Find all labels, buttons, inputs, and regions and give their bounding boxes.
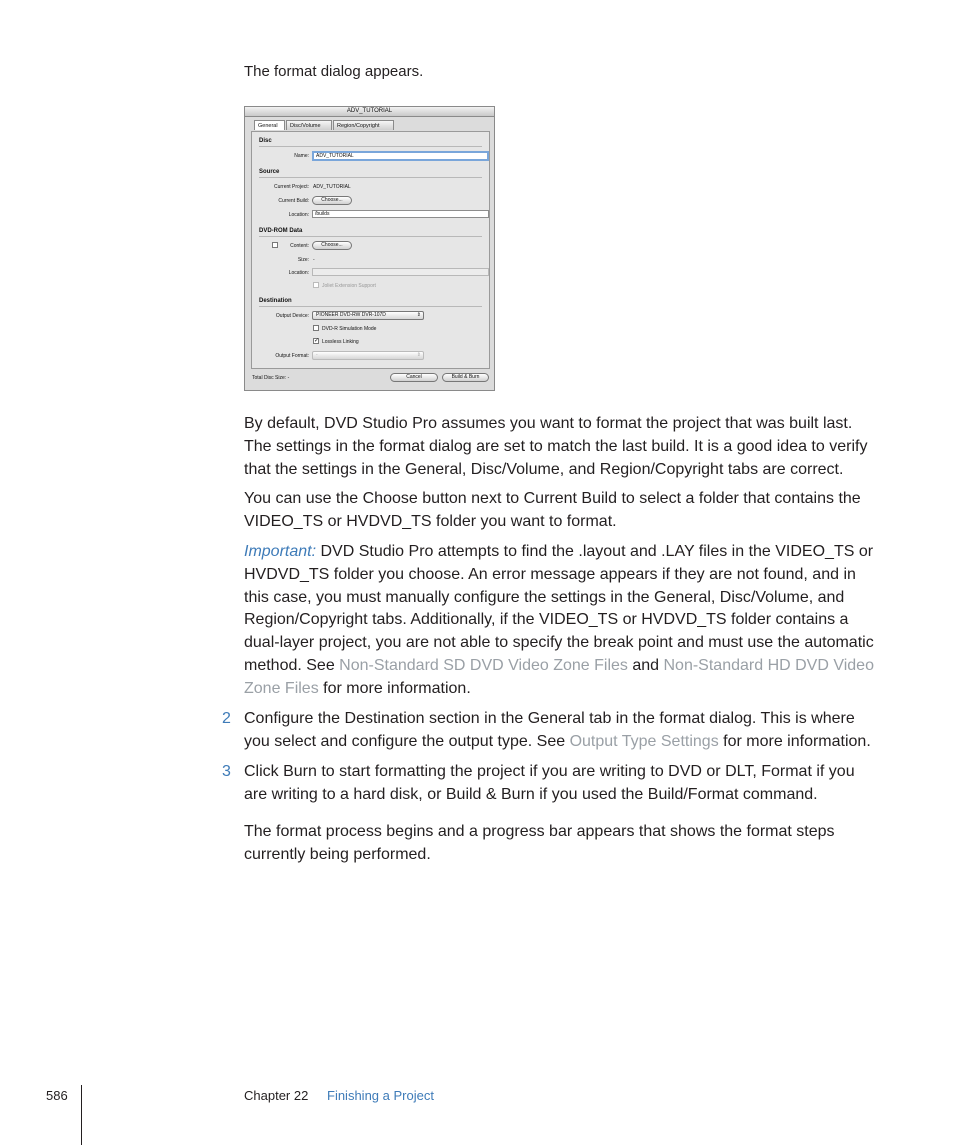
footer-divider [81,1085,82,1145]
link-sd-zone-files[interactable]: Non-Standard SD DVD Video Zone Files [339,656,628,674]
output-format-select[interactable] [312,351,424,360]
step-2-text [244,708,876,754]
dvdrom-heading: DVD-ROM Data [259,228,303,234]
disc-heading: Disc [259,138,272,144]
joliet-checkbox[interactable] [313,282,319,288]
divider [259,306,482,307]
divider [259,236,482,237]
step-number-2: 2 [222,710,231,727]
paragraph-default-settings: By default, DVD Studio Pro assumes you want to format the project that was built last. The settings in the format dialog are set to match the last build. It is a good idea to verify that the settings in the General, Disc/Volume, and Region/Copyright tabs are correct. [244,415,868,478]
choose-content-button[interactable]: Choose... [312,241,352,250]
link-output-type-settings[interactable]: Output Type Settings [569,732,719,750]
step-2-body: Configure the Destination section in the General tab in the format dialog. This is where you select and configure the output type. See [244,710,855,750]
important-label: Important: [244,543,317,560]
output-device-value: PIONEER DVD-RW DVR-107D [316,312,386,318]
popup-arrows-icon: ⇕ [416,312,421,318]
build-burn-button[interactable]: Build & Burn [442,373,489,382]
paragraph-choose-button: You can use the Choose button next to Current Build to select a folder that contains the VIDEO_TS or HVDVD_TS folder you want to format. [244,490,861,530]
current-project-value: ADV_TUTORIAL [313,184,351,190]
lossless-checkbox[interactable]: ✓ [314,338,320,344]
divider [259,146,482,147]
sim-mode-checkbox[interactable] [313,325,319,331]
intro-text: The format dialog appears. [244,63,424,80]
choose-build-button[interactable]: Choose... [312,196,352,205]
destination-heading: Destination [259,298,292,304]
step-3-text: Click Burn to start formatting the project if you are writing to DVD or DLT, Format if you are writing to a hard disk, or Build & Burn if you used the Build/Format command. [244,763,855,803]
important-text: DVD Studio Pro attempts to find the .layout and .LAY files in the VIDEO_TS or HVDVD_TS folder you choose. An error message appears if they are not found, and in this case, you must manually configure the settings in the General, Disc/Volume, and Region/Copyright tabs. Additionally, if the VIDEO_TS or HVDVD_TS folder contains a dual-layer project, you are not able to specify the break point and must use the automatic method. See [244,543,874,674]
cancel-button[interactable]: Cancel [390,373,438,382]
total-disc-size: Total Disc Size: - [252,375,290,381]
format-dialog [244,106,495,391]
current-build-label: Current Build: [278,198,309,204]
general-panel [251,131,490,369]
rom-location-label: Location: [288,270,309,276]
footer-chapter: Chapter 22 [244,1088,309,1103]
footer-chapter-title[interactable]: Finishing a Project [327,1088,434,1103]
name-label: Name: [294,153,309,159]
divider [259,177,482,178]
location-label: Location: [288,212,309,218]
current-project-label: Current Project: [273,184,309,190]
tab-region-copyright[interactable]: Region/Copyright [333,120,394,130]
paragraph-format-process: The format process begins and a progress bar appears that shows the format steps currently being performed. [244,823,835,863]
lossless-label: Lossless Linking [322,339,359,345]
output-format-label: Output Format: [275,353,309,359]
joliet-label: Joliet Extension Support [322,283,376,289]
name-input[interactable]: ADV_TUTORIAL [312,151,489,161]
size-value: - [313,257,315,263]
source-heading: Source [259,169,280,175]
page-number: 586 [46,1088,68,1103]
output-device-label: Output Device: [275,313,309,319]
dialog-title: ADV_TUTORIAL [245,107,494,117]
important-note [244,541,876,701]
link-hd-zone-files[interactable]: Non-Standard HD DVD Video Zone Files [244,656,874,697]
rom-location-field [312,268,489,276]
content-label: Content: [290,243,309,249]
output-format-value: - [316,352,318,358]
step-2-end: for more information. [718,732,871,750]
tab-disc-volume[interactable]: Disc/Volume [286,120,332,130]
sim-mode-label: DVD-R Simulation Mode [322,326,377,332]
output-device-select[interactable] [312,311,424,320]
tab-general[interactable]: General [254,120,285,130]
important-and: and [627,656,664,674]
step-number-3: 3 [222,763,231,780]
popup-arrows-icon: ⇕ [416,352,421,358]
important-end: for more information. [318,679,471,697]
size-label: Size: [297,257,309,263]
location-field[interactable]: /builds [312,210,489,218]
